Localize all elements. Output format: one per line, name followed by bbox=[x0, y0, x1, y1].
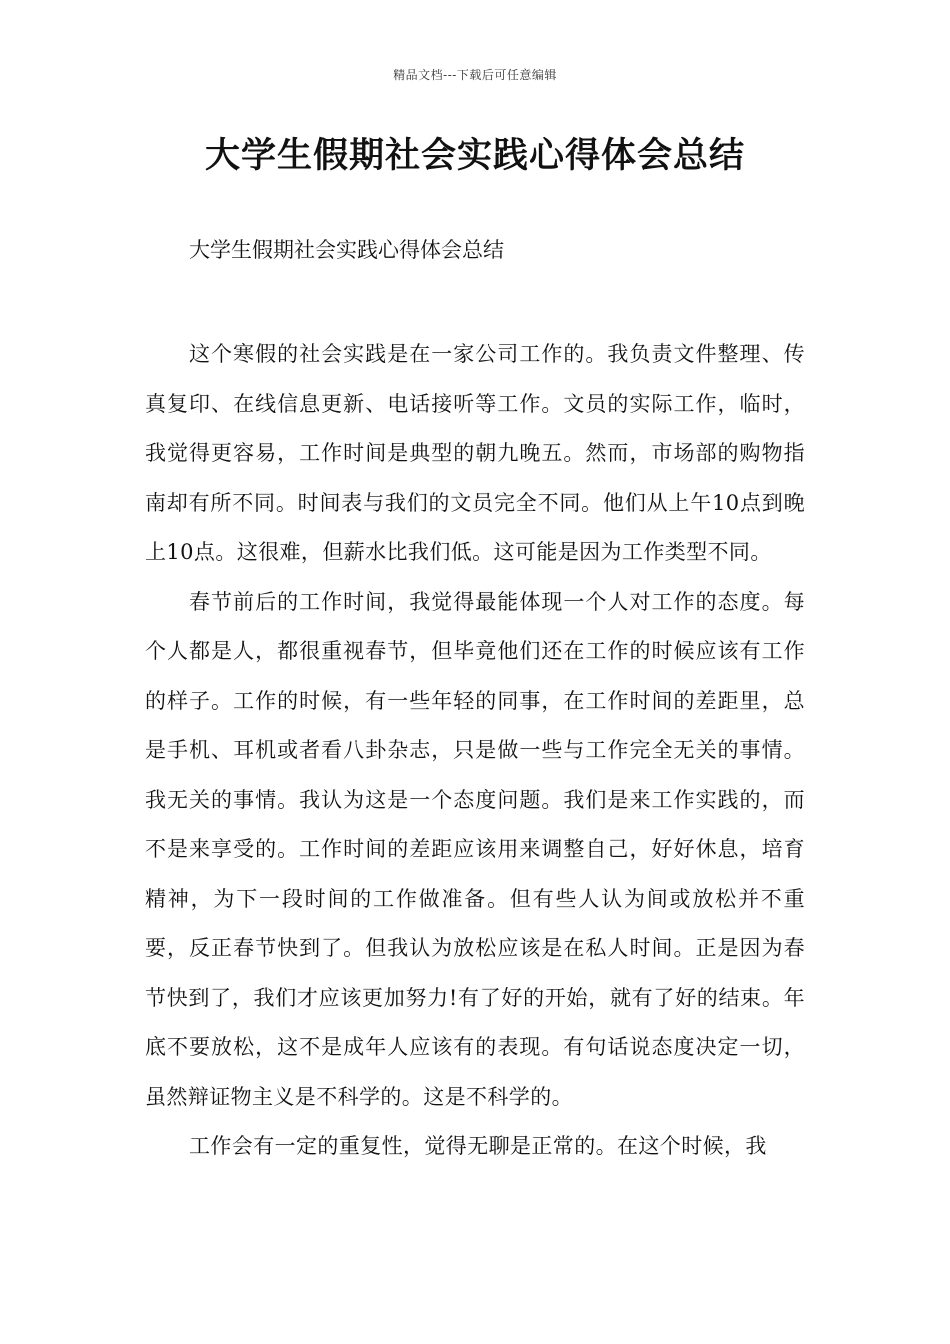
document-title: 大学生假期社会实践心得体会总结 bbox=[204, 136, 745, 176]
header-note: 精品文档---下载后可任意编辑 bbox=[393, 68, 557, 82]
paragraph-2: 春节前后的工作时间，我觉得最能体现一个人对工作的态度。每个人都是人，都很重视春节，但毕竟他们还在工作的时候应该有工作的样子。工作的时候，有一些年轻的同事，在工作时间的差距里，总是手机、耳机或者看八卦杂志，只是做一些与工作完全无关的事情。我无关的事情。我认为这是一个态度问题。我们是来工作实践的，而不是来享受的。工作时间的差距应该用来调整自己，好好休息，培育精神，为下一段时间的工作做准备。但有些人认为间或放松并不重要，反正春节快到了。但我认为放松应该是在私人时间。正是因为春节快到了，我们才应该更加努力!有了好的开始，就有了好的结束。年底不要放松，这不是成年人应该有的表现。有句话说态度决定一切，虽然辩证物主义是不科学的。这是不科学的。 bbox=[145, 589, 805, 1109]
document-body bbox=[145, 330, 805, 1172]
paragraph-1: 这个寒假的社会实践是在一家公司工作的。我负责文件整理、传真复印、在线信息更新、电话接听等工作。文员的实际工作，临时，我觉得更容易，工作时间是典型的朝九晚五。然而，市场部的购物指南却有所不同。时间表与我们的文员完全不同。他们从上午10点到晚上10点。这很难，但薪水比我们低。这可能是因为工作类型不同。 bbox=[145, 342, 805, 564]
paragraph-3: 工作会有一定的重复性，觉得无聊是正常的。在这个时候，我 bbox=[189, 1134, 767, 1158]
document-subtitle: 大学生假期社会实践心得体会总结 bbox=[189, 238, 504, 262]
